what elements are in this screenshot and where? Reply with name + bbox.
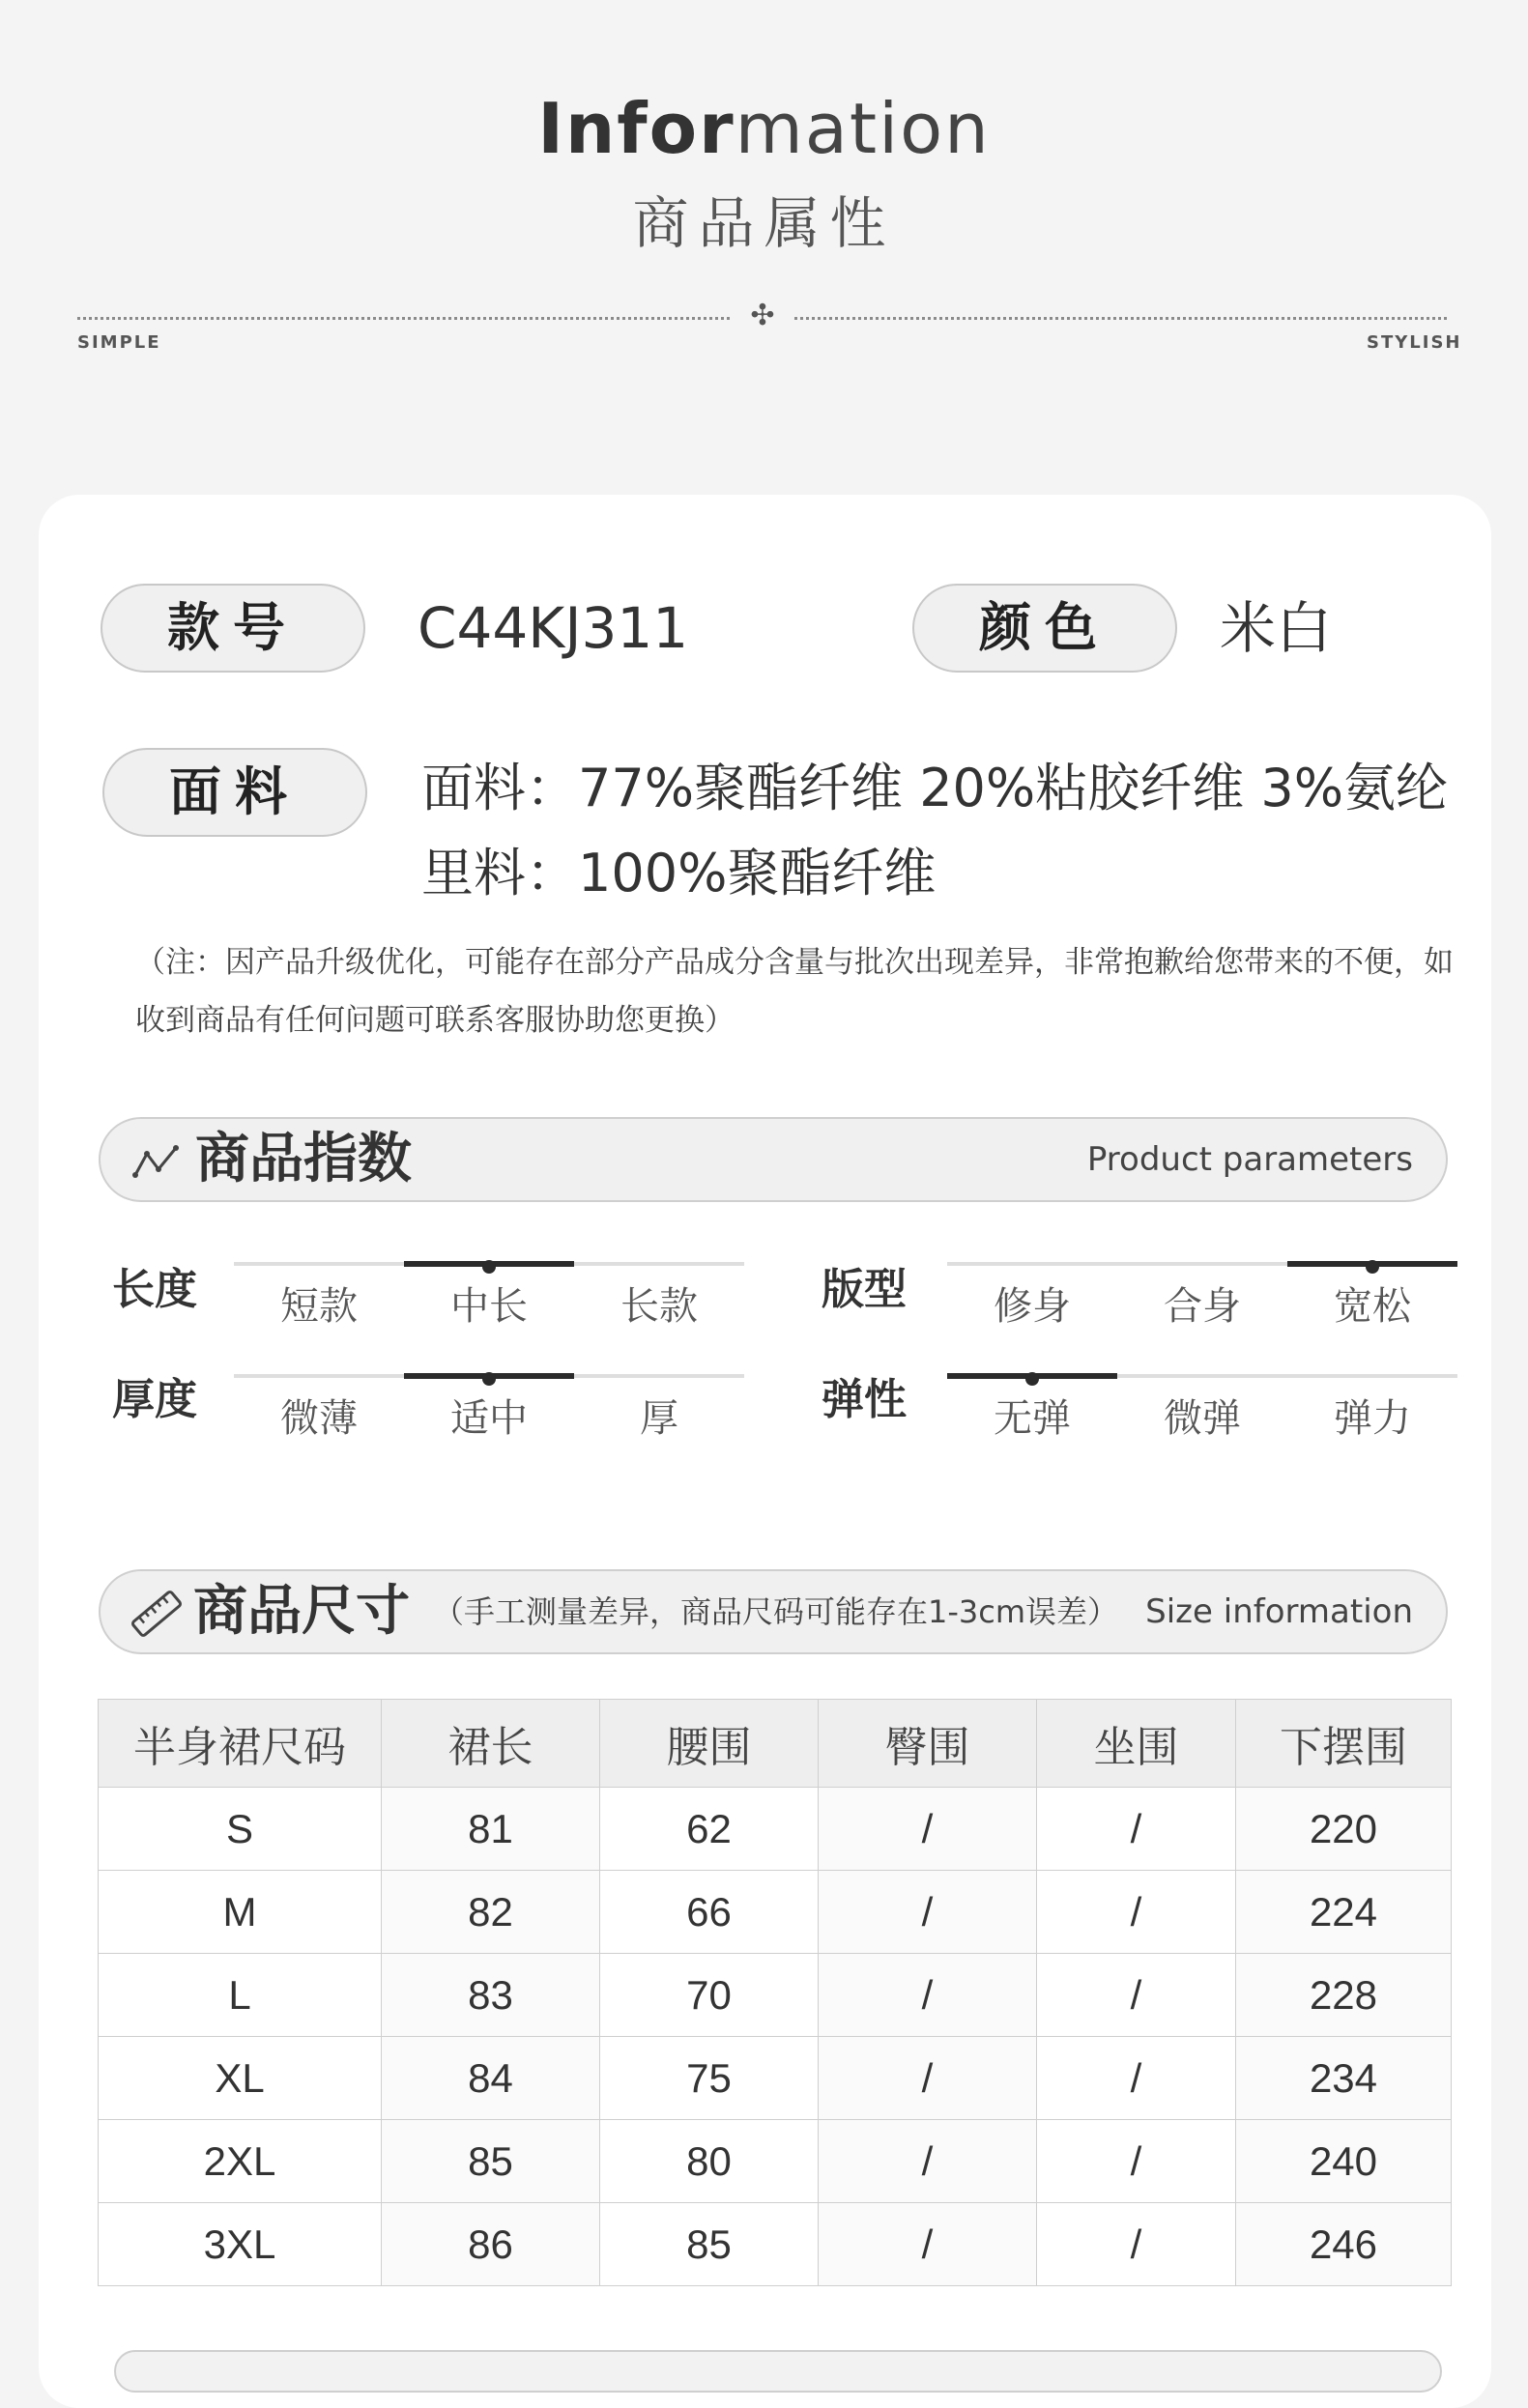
info-title-light: mation xyxy=(735,88,991,169)
thickness-option-medium: 适中 xyxy=(450,1396,528,1441)
table-cell: 3XL xyxy=(99,2203,382,2286)
table-row xyxy=(99,1954,1452,2037)
table-cell: 228 xyxy=(1236,1954,1452,2037)
table-row xyxy=(99,1871,1452,1954)
next-section-bar xyxy=(114,2350,1442,2393)
thickness-option-thick: 厚 xyxy=(640,1396,678,1441)
product-index-title: 商品指数 xyxy=(195,1128,412,1190)
table-cell: 85 xyxy=(382,2120,600,2203)
table-cell: 84 xyxy=(382,2037,600,2120)
size-table xyxy=(98,1699,1452,2286)
table-cell: / xyxy=(819,2037,1037,2120)
divider-left xyxy=(77,317,730,320)
table-cell: 220 xyxy=(1236,1788,1452,1871)
table-cell: 86 xyxy=(382,2203,600,2286)
color-label: 颜色 xyxy=(912,584,1177,673)
table-cell: 85 xyxy=(600,2203,819,2286)
stylish-label: STYLISH xyxy=(1367,332,1462,353)
style-no-value: C44KJ311 xyxy=(418,595,689,661)
header-hip: 臀围 xyxy=(819,1700,1037,1788)
fit-knob xyxy=(1366,1260,1379,1274)
index-label-fit: 版型 xyxy=(822,1265,907,1314)
table-cell: 82 xyxy=(382,1871,600,1954)
color-value: 米白 xyxy=(1220,595,1333,661)
fit-option-loose: 宽松 xyxy=(1334,1284,1411,1329)
size-info-bar xyxy=(99,1569,1448,1654)
table-cell: / xyxy=(819,1871,1037,1954)
table-cell: / xyxy=(1037,1788,1236,1871)
fabric-line-1: 面料：77%聚酯纤维 20%粘胶纤维 3%氨纶 xyxy=(421,758,1449,818)
table-cell: S xyxy=(99,1788,382,1871)
divider-right xyxy=(794,317,1447,320)
elasticity-option-stretch: 弹力 xyxy=(1334,1396,1411,1441)
size-table-header xyxy=(99,1700,1452,1788)
table-cell: 81 xyxy=(382,1788,600,1871)
table-cell: 246 xyxy=(1236,2203,1452,2286)
table-row xyxy=(99,2120,1452,2203)
style-no-label: 款号 xyxy=(101,584,365,673)
fit-option-slim: 修身 xyxy=(994,1284,1071,1329)
table-cell: / xyxy=(1037,2037,1236,2120)
table-cell: 80 xyxy=(600,2120,819,2203)
table-cell: / xyxy=(1037,1954,1236,2037)
length-option-mid: 中长 xyxy=(450,1284,528,1329)
length-option-short: 短款 xyxy=(280,1284,358,1329)
table-cell: 70 xyxy=(600,1954,819,2037)
info-title xyxy=(0,85,1528,172)
table-cell: / xyxy=(819,1788,1037,1871)
table-cell: / xyxy=(1037,2120,1236,2203)
index-label-elasticity: 弹性 xyxy=(822,1375,907,1424)
ornament-icon: ✣ xyxy=(750,299,775,332)
simple-label: SIMPLE xyxy=(77,332,161,353)
table-cell: / xyxy=(819,1954,1037,2037)
index-label-thickness: 厚度 xyxy=(112,1375,197,1424)
ruler-icon xyxy=(130,1591,184,1637)
size-info-note: （手工测量差异，商品尺码可能存在1-3cm误差） xyxy=(433,1593,1119,1630)
table-row xyxy=(99,2037,1452,2120)
fabric-label: 面料 xyxy=(102,748,367,837)
table-cell: 2XL xyxy=(99,2120,382,2203)
table-row xyxy=(99,2203,1452,2286)
header-size: 半身裙尺码 xyxy=(99,1700,382,1788)
header-length: 裙长 xyxy=(382,1700,600,1788)
table-cell: 234 xyxy=(1236,2037,1452,2120)
table-cell: / xyxy=(819,2120,1037,2203)
table-cell: 224 xyxy=(1236,1871,1452,1954)
length-option-long: 长款 xyxy=(620,1284,698,1329)
size-info-title: 商品尺寸 xyxy=(193,1580,410,1643)
header-waist: 腰围 xyxy=(600,1700,819,1788)
product-index-bar xyxy=(99,1117,1448,1202)
table-cell: 62 xyxy=(600,1788,819,1871)
table-cell: 240 xyxy=(1236,2120,1452,2203)
table-cell: 75 xyxy=(600,2037,819,2120)
table-cell: L xyxy=(99,1954,382,2037)
fabric-note: （注：因产品升级优化，可能存在部分产品成分含量与批次出现差异，非常抱歉给您带来的不便，如收到商品有任何问题可联系客服协助您更换） xyxy=(135,945,1454,1038)
elasticity-knob xyxy=(1025,1372,1039,1386)
product-index-title-en: Product parameters xyxy=(1086,1140,1413,1179)
table-cell: M xyxy=(99,1871,382,1954)
header-seat: 坐围 xyxy=(1037,1700,1236,1788)
fit-option-regular: 合身 xyxy=(1164,1284,1241,1329)
page-subtitle: 商品属性 xyxy=(632,190,896,256)
table-cell: 66 xyxy=(600,1871,819,1954)
header-hem: 下摆围 xyxy=(1236,1700,1452,1788)
size-info-title-en: Size information xyxy=(1145,1592,1413,1631)
table-cell: 83 xyxy=(382,1954,600,2037)
table-row xyxy=(99,1788,1452,1871)
table-cell: / xyxy=(1037,2203,1236,2286)
trend-line-icon xyxy=(131,1142,182,1181)
fabric-line-2: 里料：100%聚酯纤维 xyxy=(421,843,937,903)
table-cell: / xyxy=(1037,1871,1236,1954)
info-title-bold: Infor xyxy=(537,88,735,169)
table-cell: XL xyxy=(99,2037,382,2120)
thickness-knob xyxy=(482,1372,496,1386)
table-cell: / xyxy=(819,2203,1037,2286)
elasticity-option-none: 无弹 xyxy=(994,1396,1071,1441)
elasticity-option-slight: 微弹 xyxy=(1164,1396,1241,1441)
index-label-length: 长度 xyxy=(112,1265,197,1314)
thickness-option-thin: 微薄 xyxy=(280,1396,358,1441)
length-knob xyxy=(482,1260,496,1274)
